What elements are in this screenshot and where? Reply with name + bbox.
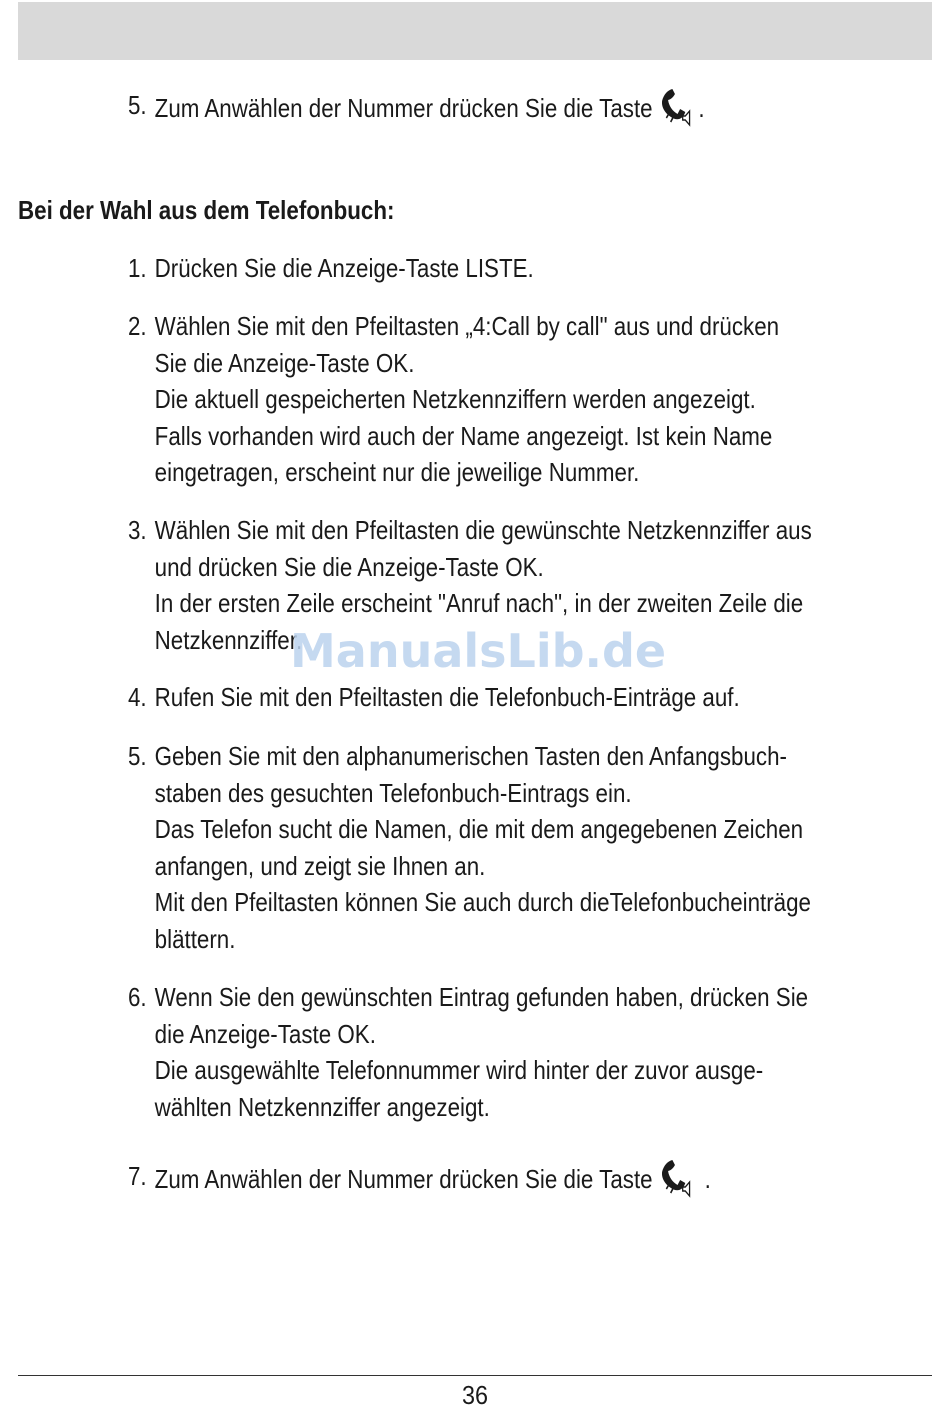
step-end: .: [698, 93, 705, 123]
section-heading: Bei der Wahl aus dem Telefonbuch:: [18, 195, 395, 225]
step-number: 4.: [128, 682, 147, 712]
step-line: Mit den Pfeiltasten können Sie auch durch dieTelefonbucheinträge: [154, 887, 812, 917]
step-line: staben des gesuchten Telefonbuch-Eintrags ein.: [154, 777, 632, 808]
step-line: Wählen Sie mit den Pfeiltasten die gewünschte Netzkennziffer aus: [154, 515, 812, 545]
step-line: Drücken Sie die Anzeige-Taste LISTE.: [154, 253, 534, 283]
step-text: Zum Anwählen der Nummer drücken Sie die Taste: [154, 93, 653, 123]
step-line: Die ausgewählte Telefonnummer wird hinter der zuvor ausge-: [154, 1055, 764, 1085]
watermark: ManualsLib.de: [290, 624, 667, 678]
step-line: und drücken Sie die Anzeige-Taste OK.: [154, 551, 544, 582]
step-number: 2.: [128, 311, 147, 341]
step-number: 6.: [128, 982, 147, 1012]
step-line: Das Telefon sucht die Namen, die mit dem angegebenen Zeichen: [154, 814, 804, 844]
step-text: Zum Anwählen der Nummer drücken Sie die Taste: [154, 1164, 653, 1194]
step-line: Wählen Sie mit den Pfeiltasten „4:Call by call" aus und drücken: [154, 311, 780, 341]
page-number: 36: [461, 1380, 489, 1410]
step-line: blättern.: [154, 923, 236, 954]
step-end: .: [704, 1164, 711, 1194]
step-number: 5.: [128, 741, 147, 771]
step-line: Geben Sie mit den alphanumerischen Tasten den Anfangsbuch-: [154, 741, 787, 771]
step-number: 1.: [128, 253, 147, 283]
step-line: Sie die Anzeige-Taste OK.: [154, 347, 415, 378]
header-bar: [18, 2, 932, 60]
step-line: anfangen, und zeigt sie Ihnen an.: [154, 850, 486, 881]
step-line: Wenn Sie den gewünschten Eintrag gefunden haben, drücken Sie: [154, 982, 809, 1012]
step-number: 5.: [128, 90, 147, 120]
footer-rule: [18, 1375, 932, 1376]
step-line: die Anzeige-Taste OK.: [154, 1018, 376, 1049]
step-line: Netzkennziffer.: [154, 624, 303, 655]
step-number: 7.: [128, 1161, 147, 1191]
step-line: Rufen Sie mit den Pfeiltasten die Telefonbuch-Einträge auf.: [154, 682, 740, 712]
step-line: In der ersten Zeile erscheint "Anruf nach", in der zweiten Zeile die: [154, 588, 804, 618]
step-number: 3.: [128, 515, 147, 545]
step-line: Falls vorhanden wird auch der Name angezeigt. Ist kein Name: [154, 420, 773, 451]
step-line: wählten Netzkennziffer angezeigt.: [154, 1091, 490, 1122]
phone-speaker-icon: [659, 1158, 699, 1198]
phone-speaker-icon: [659, 87, 699, 127]
step-line: Die aktuell gespeicherten Netzkennziffern werden angezeigt.: [154, 384, 756, 414]
step-line: eingetragen, erscheint nur die jeweilige Nummer.: [154, 457, 640, 487]
